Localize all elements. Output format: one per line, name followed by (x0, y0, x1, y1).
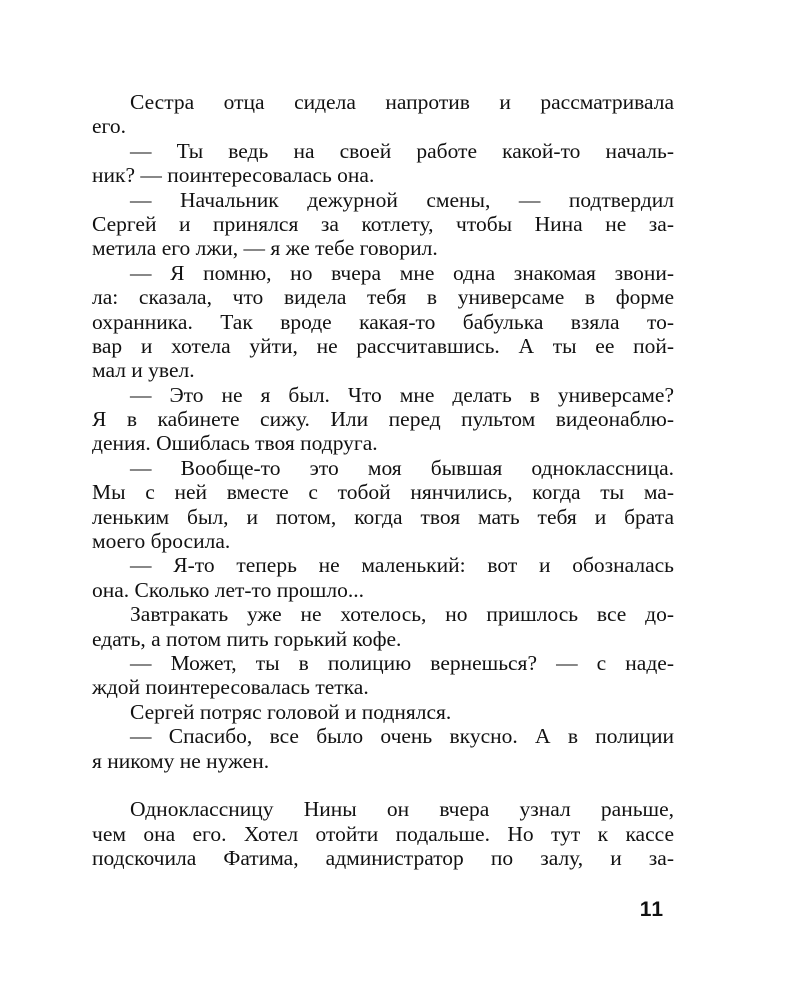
text-line: едать, а потом пить горький кофе. (92, 626, 402, 651)
text-line: ждой поинтересовалась тетка. (92, 675, 369, 700)
text-line: ла: сказала, что видела тебя в универсаме в форме (92, 285, 674, 310)
text-line: — Я помню, но вчера мне одна знакомая звони- (130, 260, 674, 285)
text-line: метила его лжи, — я же тебе говорил. (92, 236, 438, 261)
text-line: дения. Ошиблась твоя подруга. (92, 431, 378, 456)
text-line: она. Сколько лет-то прошло... (92, 577, 364, 602)
text-line: — Начальник дежурной смены, — подтвердил (130, 187, 674, 212)
text-line: моего бросила. (92, 529, 231, 554)
text-line: Я в кабинете сижу. Или перед пультом видеонаблю- (92, 407, 674, 432)
text-line: подскочила Фатима, администратор по залу, и за- (92, 846, 674, 871)
text-line: — Это не я был. Что мне делать в универсаме? (130, 382, 674, 407)
text-line: мал и увел. (92, 358, 195, 383)
text-line: Сестра отца сидела напротив и рассматривала (130, 90, 674, 114)
section-break (92, 773, 674, 797)
text-line: Одноклассницу Нины он вчера узнал раньше, (130, 797, 674, 822)
text-line: — Спасибо, все было очень вкусно. А в полиции (130, 724, 674, 749)
text-line: Сергей потряс головой и поднялся. (130, 699, 452, 724)
text-line: Мы с ней вместе с тобой нянчились, когда ты ма- (92, 480, 674, 505)
text-line: — Я-то теперь не маленький: вот и обозналась (130, 553, 674, 578)
text-line: Завтракать уже не хотелось, но пришлось все до- (130, 602, 674, 627)
page-number: 11 (639, 898, 664, 921)
body-text (92, 90, 674, 871)
text-line: Сергей и принялся за котлету, чтобы Нина не за- (92, 211, 674, 236)
text-line: — Ты ведь на своей работе какой-то началь- (130, 138, 674, 163)
text-line: леньким был, и потом, когда твоя мать тебя и брата (92, 504, 674, 529)
text-line: я никому не нужен. (92, 748, 270, 773)
text-line: его. (92, 114, 126, 139)
text-line: — Может, ты в полицию вернешься? — с наде- (130, 650, 674, 675)
text-line: — Вообще-то это моя бывшая одноклассница. (130, 455, 674, 480)
text-line: чем она его. Хотел отойти подальше. Но тут к кассе (92, 821, 674, 846)
text-line: охранника. Так вроде какая-то бабулька взяла то- (92, 309, 674, 334)
text-line: вар и хотела уйти, не рассчитавшись. А ты ее пой- (92, 333, 674, 358)
text-line: ник? — поинтересовалась она. (92, 163, 375, 188)
